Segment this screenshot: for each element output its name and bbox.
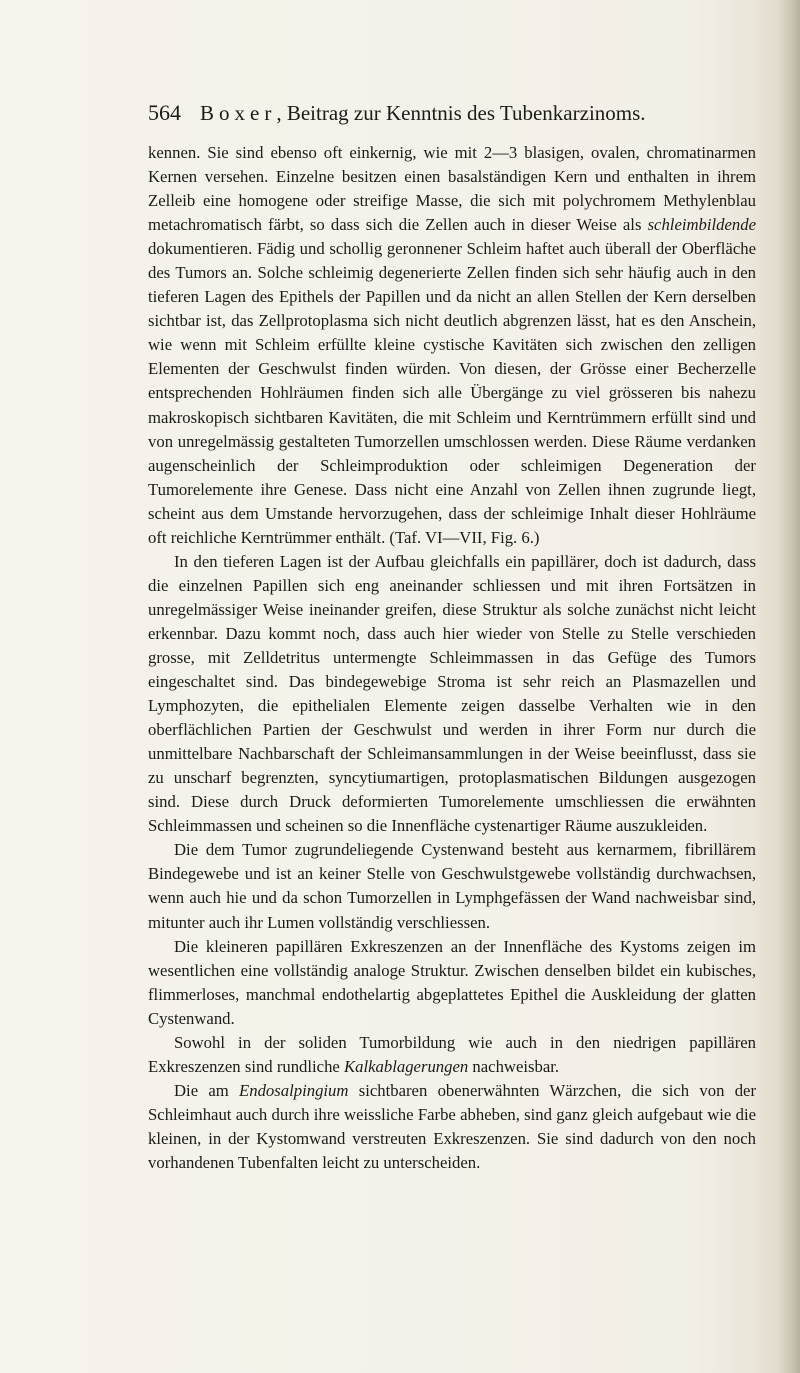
text-run: dokumentieren. Fädig und schollig geronnener Schleim haftet auch überall der Oberfläche des Tumors an. Solche schleimig degenerierte Zellen finden sich sehr häufig auch in den tieferen Lagen des Epithels der Papillen und da nicht an allen Stellen der Kern derselben sichtbar ist, das Zellprotoplasma sich nicht deutlich abgrenzen lässt, hat es den Anschein, wie wenn mit Schleim erfüllte kleine cystische Kavitäten sich zwischen den zelligen Elementen der Geschwulst finden würden. Von diesen, der Grösse einer Becherzelle entsprechenden Hohlräumen finden sich alle Übergänge zu viel grösseren bis nahezu makroskopisch sichtbaren Kavitäten, die mit Schleim und Kerntrümmern erfüllt sind und von unregelmässig gestalteten Tumorzellen umschlossen werden. Diese Räume verdanken augenscheinlich der Schleimproduktion oder schleimigen Degeneration der Tumorelemente ihre Genese. Dass nicht eine Anzahl von Zellen ihnen zugrunde liegt, scheint aus dem Umstande hervorzugehen, dass der schleimige Inhalt dieser Hohlräume oft reichliche Kerntrümmer enthält. (Taf. VI—VII, Fig. 6.): [148, 239, 756, 547]
paragraph: [148, 141, 756, 550]
emphasis-term: schleimbildende: [647, 215, 756, 235]
running-header: [148, 100, 758, 134]
text-run: Sowohl in der soliden Tumorbildung wie auch in den niedrigen papillären Exkreszenzen sind rundliche: [148, 1032, 756, 1076]
paragraph: Die kleineren papillären Exkreszenzen an der Innenfläche des Kystoms zeigen im wesentlichen eine vollständig analoge Struktur. Zwischen denselben bildet ein kubisches, flimmerloses, manchmal endothelartig abgeplattetes Epithel die Auskleidung der glatten Cystenwand.: [148, 936, 756, 1028]
body-text: [148, 141, 756, 1175]
page-edge-shadow: [778, 0, 800, 1373]
running-head: [200, 101, 646, 126]
text-run: nachweisbar.: [468, 1056, 560, 1076]
text-run: Die am: [174, 1080, 240, 1100]
emphasis-term: Endosalpingium: [239, 1080, 349, 1100]
page-number: 564: [148, 100, 181, 125]
paragraph: [148, 1031, 756, 1079]
text-run: kennen. Sie sind ebenso oft einkernig, wie mit 2—3 blasigen, ovalen, chromatinarmen Kernen versehen. Einzelne besitzen einen basalständigen Kern und enthalten in ihrem Zelleib eine homogene oder streifige Masse, die sich mit polychromem Methylenblau metachromatisch färbt, so dass sich die Zellen auch in dieser Weise als: [148, 143, 756, 235]
author-name: Boxer: [200, 101, 277, 125]
paragraph: In den tieferen Lagen ist der Aufbau gleichfalls ein papillärer, doch ist dadurch, dass die einzelnen Papillen sich eng aneinander schliessen und mit ihren Fortsätzen in unregelmässiger Weise ineinander greifen, diese Struktur als solche zunächst nicht leicht erkennbar. Dazu kommt noch, dass auch hier wieder von Stelle zu Stelle verschieden grosse, mit Zelldetritus untermengte Schleimmassen in das Gefüge des Tumors eingeschaltet sind. Das bindegewebige Stroma ist sehr reich an Plasmazellen und Lymphozyten, die epithelialen Elemente zeigen dasselbe Verhalten wie in den oberflächlichen Partien der Geschwulst und werden in ihrer Form nur durch die unmittelbare Nachbarschaft der Schleimansammlungen in der Weise beeinflusst, dass sie zu unscharf begrenzten, syncytiumartigen, protoplasmatischen Bildungen ausgezogen sind. Diese durch Druck deformierten Tumorelemente umschliessen die erwähnten Schleimmassen und scheinen so die Innenfläche cystenartiger Räume auszukleiden.: [148, 551, 756, 836]
emphasis-term: Kalkablagerungen: [344, 1056, 469, 1076]
article-title: , Beitrag zur Kenntnis des Tubenkarzinoms.: [276, 101, 646, 125]
paragraph: [148, 1079, 756, 1175]
paragraph: Die dem Tumor zugrundeliegende Cystenwand besteht aus kernarmem, fibrillärem Bindegewebe und ist an keiner Stelle von Geschwulstgewebe vollständig durchwachsen, wenn auch hie und da schon Tumorzellen in Lymphgefässen der Wand nachweisbar sind, mitunter auch ihr Lumen vollständig verschliessen.: [148, 840, 756, 932]
text-run: sichtbaren obenerwähnten Wärzchen, die sich von der Schleimhaut auch durch ihre weissliche Farbe abheben, sind ganz gleich aufgebaut wie die kleinen, in der Kystomwand verstreuten Exkreszenzen. Sie sind dadurch von den noch vorhandenen Tubenfalten leicht zu unterscheiden.: [148, 1080, 757, 1172]
